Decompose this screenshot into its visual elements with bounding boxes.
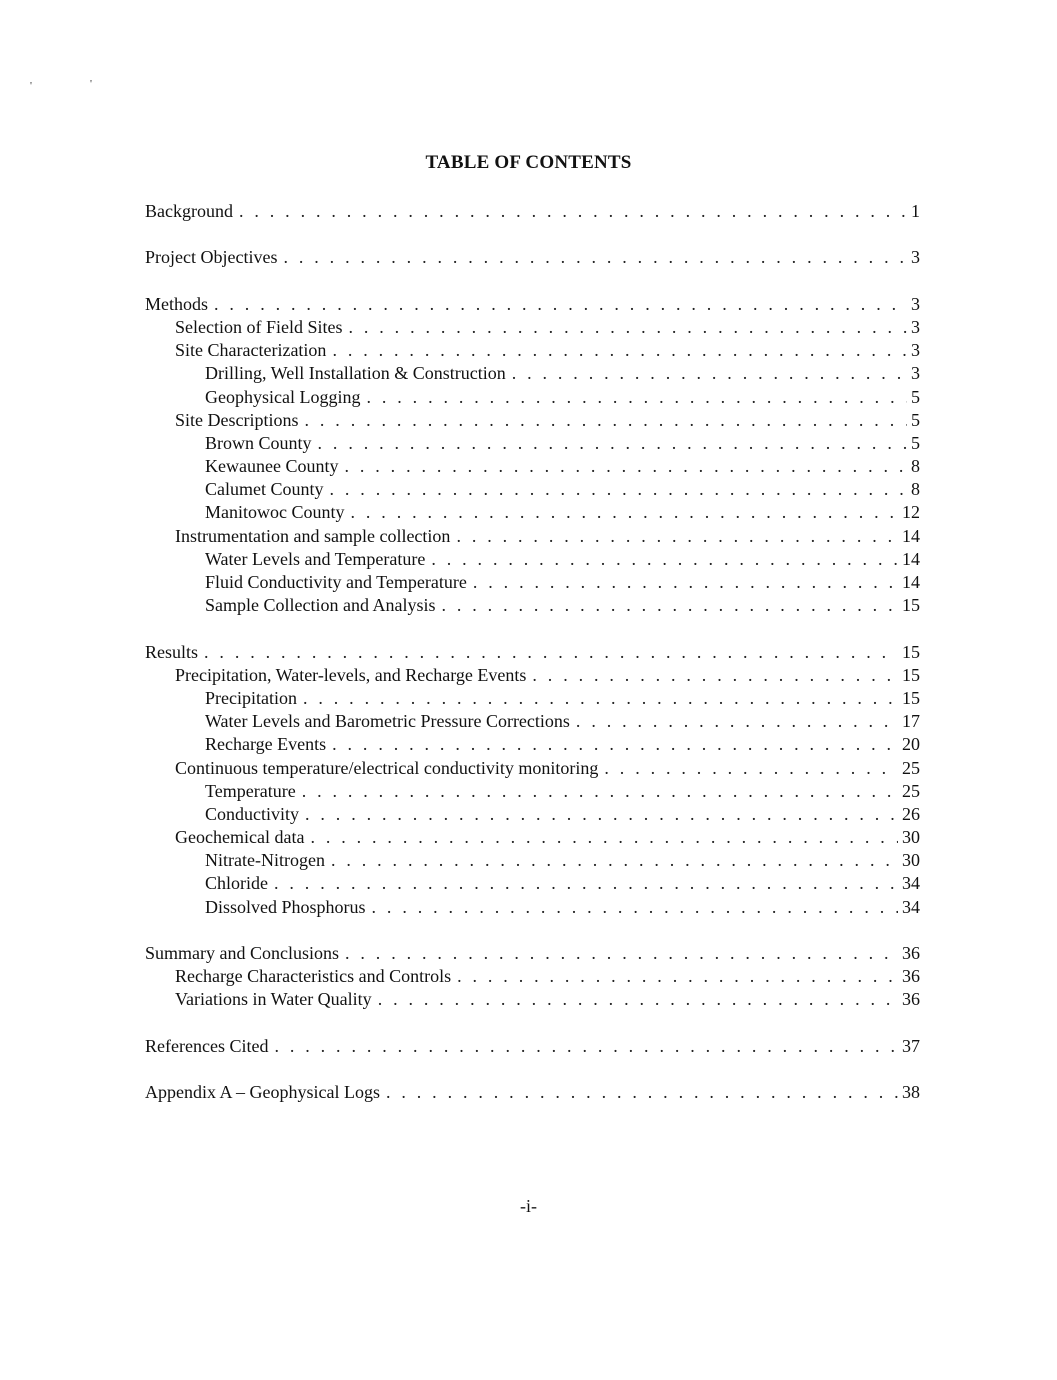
toc-entry [145,362,920,385]
toc-dot-leader [378,988,898,1011]
toc-entry-page: 38 [902,1082,920,1103]
toc-entry-label: Chloride [205,873,268,894]
toc-dot-leader [366,386,907,409]
toc-entry-page: 20 [902,734,920,755]
toc-entry [145,849,920,872]
toc-entry [145,316,920,339]
toc-entry-page: 14 [902,548,920,569]
toc-entry-label: Brown County [205,432,312,453]
toc-entry-label: Site Descriptions [175,409,299,430]
toc-entry [145,293,920,316]
toc-entry-page: 5 [911,386,920,407]
toc-entry-label: Recharge Events [205,734,327,755]
toc-entry-page: 34 [902,896,920,917]
toc-dot-leader [431,548,898,571]
toc-entry [145,757,920,780]
toc-entry [145,339,920,362]
toc-entry-page: 3 [911,247,920,268]
toc-entry [145,1035,920,1058]
toc-entry-label: Results [145,641,199,662]
toc-entry-page: 17 [902,711,920,732]
toc-entry-label: Kewaunee County [205,456,339,477]
toc-dot-leader [305,803,898,826]
toc-entry-page: 30 [902,850,920,871]
toc-entry [145,200,920,223]
toc-dot-leader [473,571,898,594]
toc-entry [145,455,920,478]
toc-title: TABLE OF CONTENTS [425,152,632,173]
toc-entry-label: Dissolved Phosphorus [205,896,366,917]
toc-entry [145,525,920,548]
toc-entry-label: Variations in Water Quality [175,989,372,1010]
toc-dot-leader [303,687,898,710]
toc-dot-leader [532,664,898,687]
toc-dot-leader [305,409,908,432]
toc-entry-label: Background [145,201,233,221]
toc-entry [145,571,920,594]
toc-entry-page: 36 [902,943,920,963]
toc-entry-label: Sample Collection and Analysis [205,595,436,616]
toc-dot-leader [204,641,898,664]
toc-entry [145,246,920,269]
toc-entry-page: 14 [902,572,920,592]
toc-entry-page: 14 [902,525,920,546]
toc-dot-leader [386,1081,898,1104]
toc-entry-label: Water Levels and Barometric Pressure Corrections [205,711,570,732]
toc-entry [145,1081,920,1104]
toc-entry [145,501,920,524]
toc-entry-label: Appendix A – Geophysical Logs [145,1082,380,1103]
toc-entry-label: Geophysical Logging [205,386,361,407]
toc-entry-label: Instrumentation and sample collection [175,525,451,546]
toc-entry-page: 36 [902,989,920,1010]
toc-entry [145,942,920,965]
toc-entry-page: 25 [902,780,920,801]
toc-dot-leader [345,942,898,965]
toc-dot-leader [456,525,898,548]
toc-dot-leader [332,733,898,756]
toc-dot-leader [302,780,898,803]
toc-dot-leader [310,826,898,849]
toc-entry [145,478,920,501]
toc-entry [145,780,920,803]
toc-dot-leader [318,432,907,455]
toc-entry-page: 15 [902,641,920,662]
toc-entry-page: 34 [902,873,920,894]
toc-dot-leader [372,896,898,919]
toc-entry-label: Precipitation [205,687,297,708]
scan-mark-right: ' [90,78,92,90]
toc-entry-label: Recharge Characteristics and Controls [175,966,452,987]
toc-dot-leader [331,849,898,872]
toc-entry-page: 15 [902,687,920,708]
toc-entry-label: Manitowoc County [205,502,345,523]
toc-entry-label: Nitrate-Nitrogen [205,850,325,871]
toc-dot-leader [344,455,907,478]
toc-entry-page: 25 [902,757,920,778]
toc-entry-page: 12 [902,502,920,523]
toc-entry-label: Continuous temperature/electrical conductivity monitoring [175,757,599,778]
toc-entry [145,432,920,455]
toc-dot-leader [441,594,898,617]
toc-entry [145,548,920,571]
toc-entry [145,803,920,826]
toc-dot-leader [214,293,907,316]
toc-dot-leader [351,501,899,524]
scan-mark-left: ' [30,80,32,92]
toc-entry-label: Summary and Conclusions [145,943,339,963]
toc-entry-page: 3 [911,293,920,314]
toc-entry-page: 37 [902,1035,920,1056]
toc-dot-leader [457,965,898,988]
toc-entry [145,872,920,895]
toc-entry [145,826,920,849]
toc-entry-page: 3 [911,363,920,384]
toc-dot-leader [274,872,898,895]
toc-entry-label: Temperature [205,780,296,801]
toc-entry-page: 8 [911,456,920,477]
toc-entry-label: Selection of Field Sites [175,316,343,337]
toc-entry-page: 36 [902,966,920,987]
toc-entry-page: 3 [911,316,920,337]
toc-dot-leader [330,478,908,501]
toc-entry-page: 5 [911,432,920,453]
toc-dot-leader [283,246,907,269]
toc-entry [145,386,920,409]
toc-entry [145,409,920,432]
toc-entry-label: Water Levels and Temperature [205,548,426,569]
toc-entry [145,988,920,1011]
toc-entry-page: 30 [902,827,920,848]
toc-entry [145,896,920,919]
toc-dot-leader [604,757,898,780]
toc-entry-page: 1 [911,201,920,221]
toc-dot-leader [512,362,907,385]
toc-entry-label: Site Characterization [175,340,327,361]
toc-dot-leader [332,339,907,362]
toc-entry-page: 8 [911,479,920,500]
toc-dot-leader [576,710,898,733]
table-of-contents [145,200,920,1104]
toc-entry [145,641,920,664]
toc-entry-page: 15 [902,664,920,685]
toc-entry-label: Conductivity [205,803,299,824]
toc-entry-label: References Cited [145,1035,269,1056]
toc-entry-label: Project Objectives [145,247,278,268]
toc-entry-page: 5 [911,409,920,430]
toc-entry [145,733,920,756]
toc-entry-label: Calumet County [205,479,324,500]
toc-dot-leader [348,316,907,339]
toc-entry-label: Fluid Conductivity and Temperature [205,572,467,592]
toc-entry-page: 3 [911,340,920,361]
toc-entry-page: 15 [902,595,920,616]
toc-entry [145,710,920,733]
toc-entry-label: Methods [145,293,208,314]
toc-entry-label: Drilling, Well Installation & Construction [205,363,506,384]
page-number-footer: -i- [520,1196,537,1216]
toc-entry [145,965,920,988]
toc-entry [145,664,920,687]
toc-entry-label: Precipitation, Water-levels, and Recharge Events [175,664,527,685]
toc-entry [145,687,920,710]
toc-entry-page: 26 [902,803,920,824]
toc-dot-leader [274,1035,898,1058]
toc-entry-label: Geochemical data [175,827,305,848]
toc-entry [145,594,920,617]
toc-dot-leader [239,200,907,223]
